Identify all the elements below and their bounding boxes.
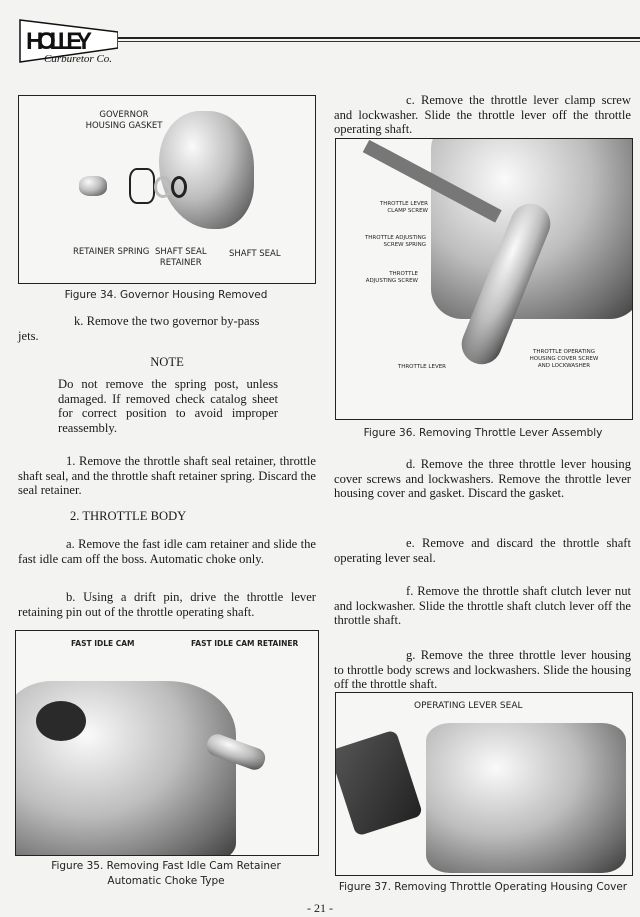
note-text: Do not remove the spring post, unless damaged. If removed check catalog sheet for correct position to avoid improper reassembly. <box>58 377 278 435</box>
figure-36-caption: Figure 36. Removing Throttle Lever Assembly <box>363 427 603 439</box>
step-g: g. Remove the three throttle lever housing to throttle body screws and lockwashers. Slide the housing off the throttle shaft. <box>334 648 631 692</box>
header-rule <box>118 37 640 39</box>
label-shaft-seal: SHAFT SEAL <box>229 249 281 259</box>
label-throttle-lever: THROTTLE LEVER <box>397 364 446 370</box>
step-b: b. Using a drift pin, drive the throttle lever retaining pin out of the throttle operating shaft. <box>18 590 316 619</box>
figure-35 <box>15 630 319 856</box>
label-fast-idle-cam: FAST IDLE CAM <box>71 639 135 648</box>
housing-cover-image <box>335 729 423 836</box>
figure-37-caption: Figure 37. Removing Throttle Operating Housing Cover <box>338 881 628 893</box>
label-throttle-adjusting-screw: THROTTLE ADJUSTING SCREW <box>365 271 418 284</box>
figure-37 <box>335 692 633 876</box>
figure-35-caption: Figure 35. Removing Fast Idle Cam Retainer Automatic Choke Type <box>51 860 281 887</box>
svg-text:HOLLEY: HOLLEY <box>26 28 92 55</box>
note-title: NOTE <box>150 355 184 369</box>
header-rule <box>118 41 640 42</box>
svg-text:Carburetor Co.: Carburetor Co. <box>44 53 113 64</box>
step-1: 1. Remove the throttle shaft seal retainer, throttle shaft seal, and the throttle shaft retainer spring. Discard the seal retainer. <box>18 454 316 498</box>
label-housing-cover-screw: THROTTLE OPERATING HOUSING COVER SCREW AND LOCKWASHER <box>529 349 599 369</box>
figure-34 <box>18 95 316 284</box>
step-d: d. Remove the three throttle lever housing cover screws and lockwashers. Remove the throttle lever housing cover and gasket. Discard the gasket. <box>334 457 631 501</box>
throttle-body-image <box>426 723 626 873</box>
step-e: e. Remove and discard the throttle shaft operating lever seal. <box>334 536 631 565</box>
step-k: k. Remove the two governor by-pass jets. <box>18 314 260 343</box>
label-governor-housing-gasket: GOVERNOR HOUSING GASKET <box>85 110 163 131</box>
step-c: c. Remove the throttle lever clamp screw and lockwasher. Slide the throttle lever off the throttle operating shaft. <box>334 93 631 137</box>
step-f: f. Remove the throttle shaft clutch lever nut and lockwasher. Slide the throttle shaft clutch lever off the throttle shaft. <box>334 584 631 628</box>
section-throttle-body: 2. THROTTLE BODY <box>70 509 187 523</box>
label-shaft-seal-retainer: SHAFT SEAL RETAINER <box>155 247 207 268</box>
label-throttle-adjusting-screw-spring: THROTTLE ADJUSTING SCREW SPRING <box>364 235 426 248</box>
step-a: a. Remove the fast idle cam retainer and slide the fast idle cam off the boss. Automatic choke only. <box>18 537 316 566</box>
label-operating-lever-seal: OPERATING LEVER SEAL <box>414 701 523 711</box>
page-number: - 21 - <box>307 901 333 915</box>
label-throttle-lever-clamp-screw: THROTTLE LEVER CLAMP SCREW <box>379 201 428 214</box>
figure-34-caption: Figure 34. Governor Housing Removed <box>64 289 268 301</box>
label-retainer-spring: RETAINER SPRING <box>73 247 150 257</box>
figure-36 <box>335 138 633 420</box>
label-fast-idle-cam-retainer: FAST IDLE CAM RETAINER <box>191 639 299 648</box>
holley-logo <box>18 18 118 64</box>
